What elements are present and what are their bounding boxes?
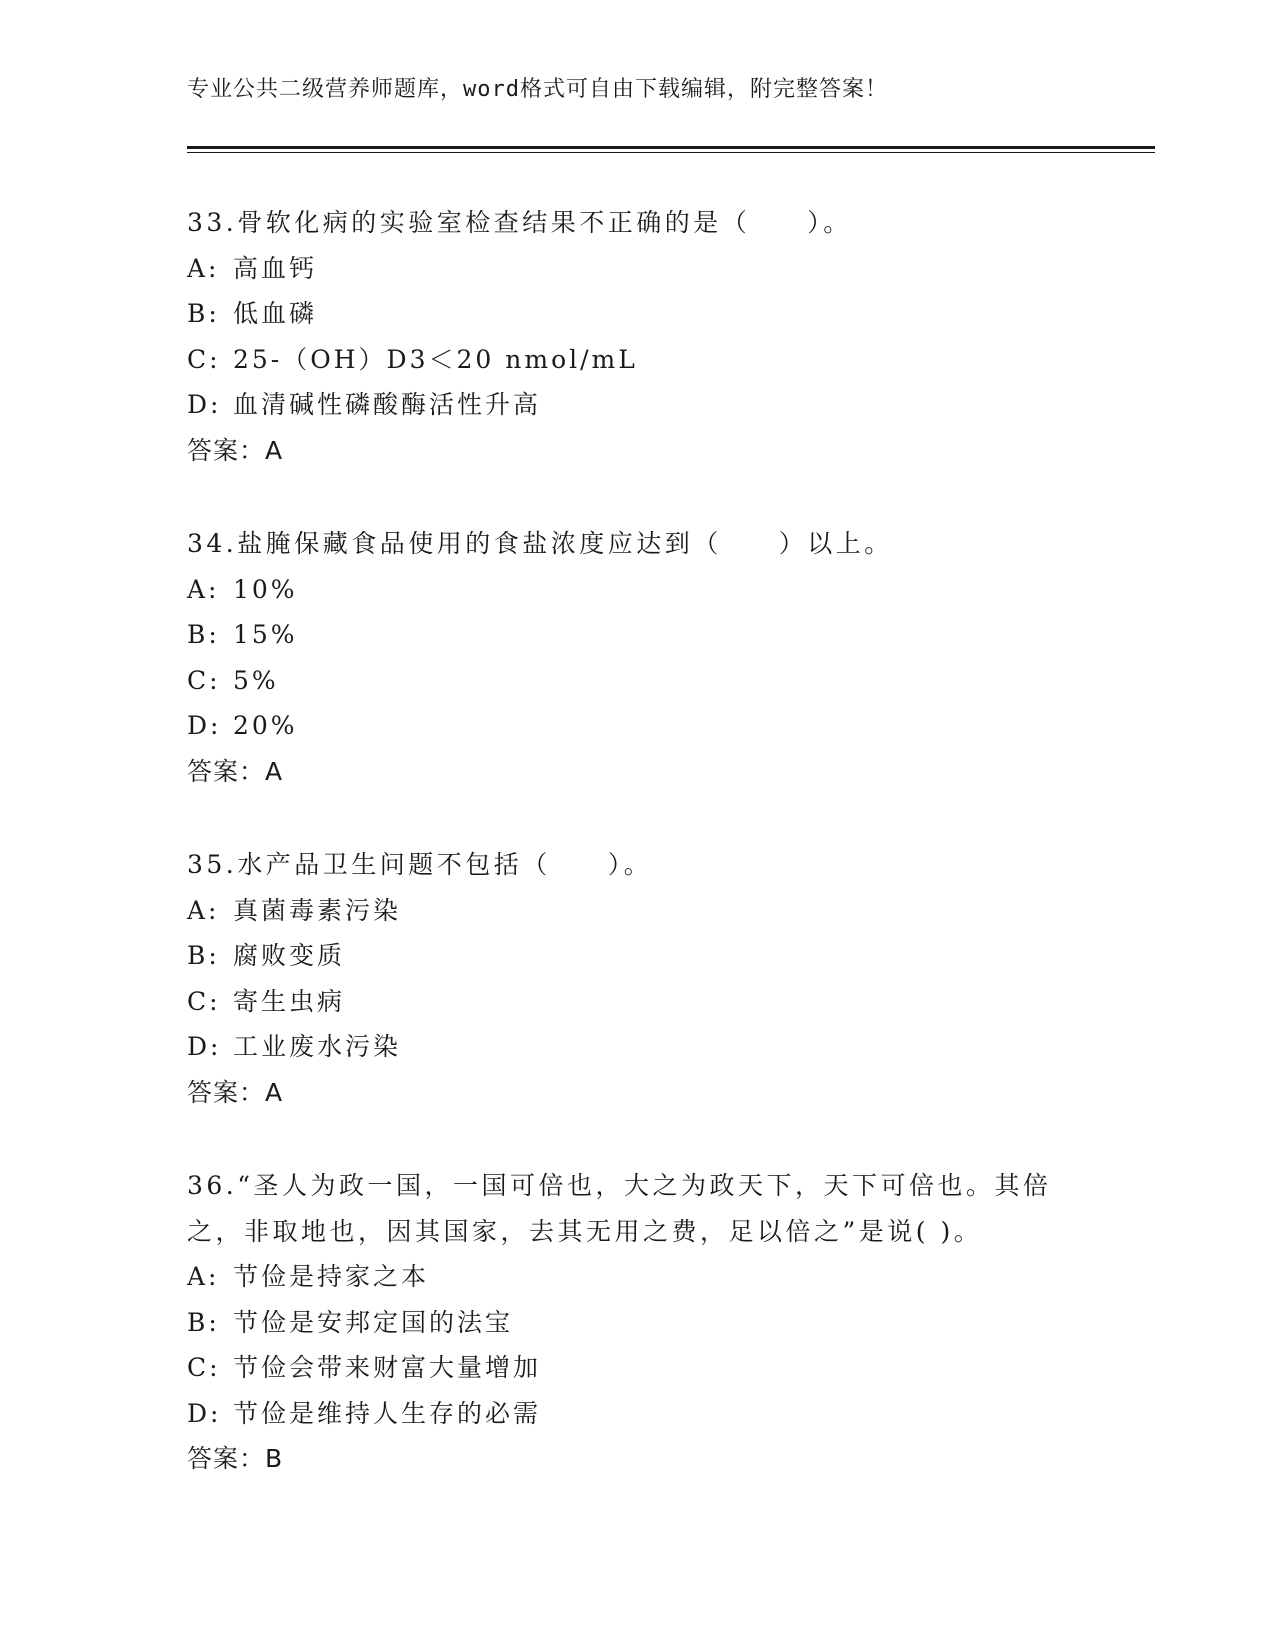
option-letter: A: (187, 1262, 220, 1291)
question-stem: 34.盐腌保藏食品使用的食盐浓度应达到（ ）以上。 (187, 529, 893, 558)
option-letter: D: (187, 711, 222, 740)
answer-option (187, 933, 1087, 979)
option-letter: A: (187, 574, 220, 604)
option-text: 5% (233, 665, 279, 695)
question-stem: 36.“圣人为政一国，一国可倍也，大之为政天下，天下可倍也。其倍 (187, 1171, 1052, 1200)
option-text: 节俭是安邦定国的法宝 (233, 1307, 514, 1337)
option-letter: B: (187, 1307, 220, 1337)
answer-key: 答案：A (187, 1077, 284, 1107)
answer-option (187, 382, 1087, 428)
answer-option (187, 1300, 1087, 1346)
answer-option (187, 567, 1087, 613)
option-text: 10% (233, 574, 298, 604)
option-letter: D: (187, 1398, 222, 1428)
option-letter: B: (187, 941, 220, 970)
question-block (187, 1163, 1087, 1482)
option-letter: C: (187, 344, 221, 374)
answer-option (187, 1391, 1087, 1437)
answer-option (187, 703, 1087, 749)
option-text: 真菌毒素污染 (233, 895, 402, 925)
option-text: 寄生虫病 (233, 986, 346, 1016)
option-text: 腐败变质 (233, 941, 346, 970)
answer-option (187, 1024, 1087, 1070)
option-text: 15% (233, 620, 298, 649)
option-letter: B: (187, 620, 220, 649)
answer-option (187, 246, 1087, 292)
option-text: 血清碱性磷酸酶活性升高 (233, 390, 542, 419)
option-letter: C: (187, 665, 221, 695)
question-block (187, 521, 1087, 794)
answer-key: 答案：A (187, 756, 284, 786)
answer-option (187, 291, 1087, 337)
option-text: 节俭是持家之本 (233, 1262, 430, 1291)
option-text: 高血钙 (233, 253, 318, 283)
header-rule-thick (187, 146, 1155, 149)
question-block (187, 200, 1087, 473)
question-stem: 之，非取地也，因其国家，去其无用之费，足以倍之”是说( )。 (187, 1216, 983, 1246)
option-letter: C: (187, 1353, 221, 1382)
option-letter: C: (187, 986, 221, 1016)
option-text: 低血磷 (233, 299, 318, 328)
document-header: 专业公共二级营养师题库，word格式可自由下载编辑，附完整答案！ (187, 77, 888, 102)
option-letter: D: (187, 390, 222, 419)
answer-key: 答案：B (187, 1444, 284, 1473)
answer-option (187, 888, 1087, 934)
option-letter: B: (187, 299, 220, 328)
option-letter: D: (187, 1032, 222, 1061)
question-list (187, 200, 1087, 1530)
option-text: 工业废水污染 (233, 1032, 402, 1061)
option-text: 20% (233, 711, 298, 740)
answer-option (187, 1254, 1087, 1300)
answer-option (187, 612, 1087, 658)
answer-option (187, 979, 1087, 1025)
option-letter: A: (187, 895, 220, 925)
answer-key: 答案：A (187, 435, 284, 465)
question-stem: 35.水产品卫生问题不包括（ ）。 (187, 850, 653, 879)
answer-option (187, 658, 1087, 704)
question-block (187, 842, 1087, 1115)
option-text: 节俭会带来财富大量增加 (233, 1353, 542, 1382)
question-stem: 33.骨软化病的实验室检查结果不正确的是（ ）。 (187, 208, 852, 237)
answer-option (187, 1345, 1087, 1391)
option-letter: A: (187, 253, 220, 283)
option-text: 25-（OH）D3＜20 nmol/mL (233, 344, 638, 374)
option-text: 节俭是维持人生存的必需 (233, 1398, 542, 1428)
answer-option (187, 337, 1087, 383)
header-rule-thin (187, 152, 1155, 153)
